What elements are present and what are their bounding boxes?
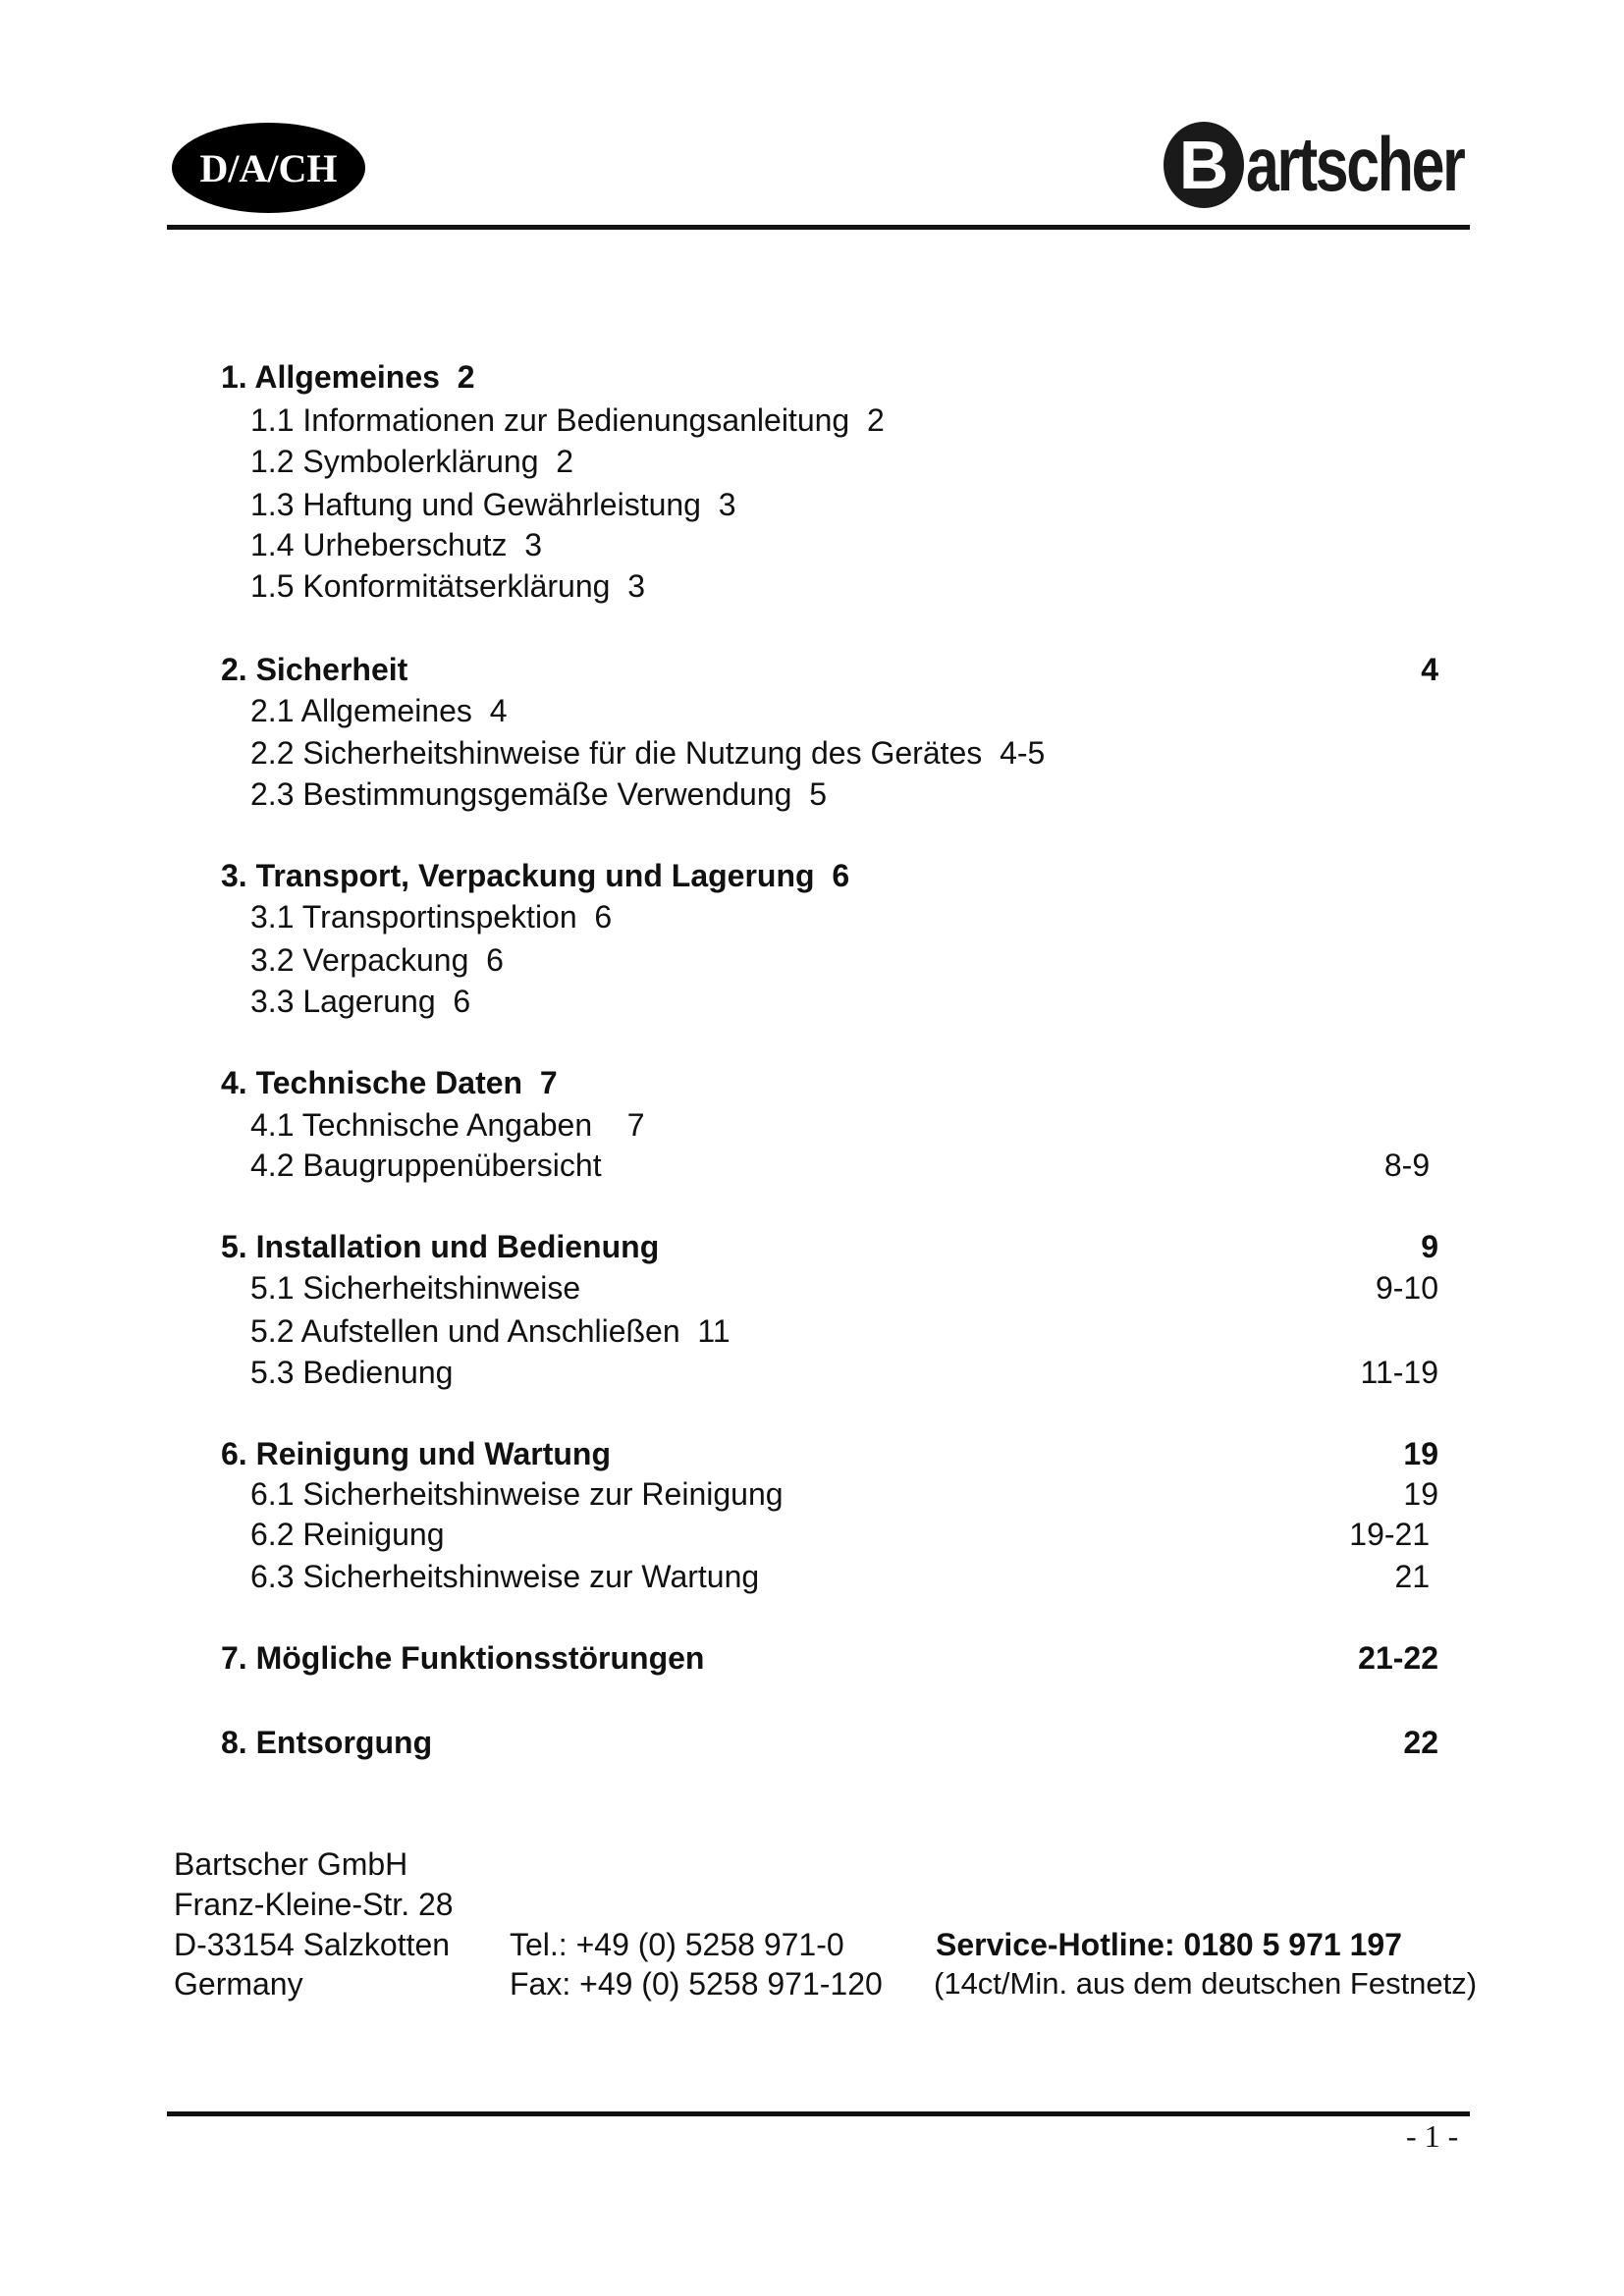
toc-subsection xyxy=(221,566,1438,606)
toc-subsection xyxy=(221,1105,1438,1145)
toc-subsection xyxy=(221,442,1438,481)
toc-section xyxy=(221,357,1438,397)
toc-entry-gap xyxy=(610,568,627,605)
toc-entry-page: 8-9 xyxy=(1383,1147,1438,1183)
toc-entry-title: 2.1 Allgemeines xyxy=(250,692,472,728)
toc-entry-page: 3 xyxy=(718,486,736,522)
toc-entry-title: 2. Sicherheit xyxy=(221,651,408,687)
toc-entry-gap xyxy=(982,735,1000,772)
service-hotline: Service-Hotline: 0180 5 971 197 xyxy=(936,1927,1402,1962)
toc-entry-title: 1. Allgemeines xyxy=(221,358,440,395)
toc-entry-page: 21-22 xyxy=(1358,1639,1438,1676)
toc-entry-gap xyxy=(472,693,490,729)
toc-entry-title: 7. Mögliche Funktionsstörungen xyxy=(221,1639,705,1676)
toc-subsection xyxy=(221,1474,1438,1514)
toc-entry-title: 6. Reinigung und Wartung xyxy=(221,1435,611,1471)
toc-entry-page: 2 xyxy=(457,358,475,395)
toc-entry-title: 4. Technische Daten xyxy=(221,1064,523,1100)
toc-subsection xyxy=(221,733,1438,773)
region-badge xyxy=(172,123,365,213)
toc-entry-gap xyxy=(849,402,867,439)
toc-entry-gap xyxy=(791,776,809,813)
toc-section xyxy=(221,856,1438,895)
toc-section xyxy=(221,650,1438,689)
toc-entry-page: 11 xyxy=(697,1312,731,1349)
toc-entry-title: 3.1 Transportinspektion xyxy=(250,898,577,934)
logo-initial: B xyxy=(1164,122,1244,208)
toc-entry-title: 1.1 Informationen zur Bedienungsanleitung xyxy=(250,401,850,438)
toc-entry-page: 3 xyxy=(524,526,543,562)
toc-entry-title: 2.2 Sicherheitshinweise für die Nutzung des Gerätes xyxy=(250,734,983,771)
header-divider xyxy=(167,225,1470,230)
toc-section xyxy=(221,1638,1438,1678)
toc-entry-gap xyxy=(815,858,833,894)
company-city: D-33154 Salzkotten xyxy=(174,1927,451,1962)
toc-entry-gap xyxy=(468,942,486,979)
toc-entry-title: 6.3 Sicherheitshinweise zur Wartung xyxy=(250,1558,760,1594)
toc-entry-gap xyxy=(680,1313,698,1350)
toc-entry-page: 2 xyxy=(556,443,574,479)
toc-section xyxy=(221,1063,1438,1102)
toc-entry-title: 8. Entsorgung xyxy=(221,1724,433,1760)
toc-entry-page: 2 xyxy=(866,401,885,438)
toc-entry-title: 4.2 Baugruppenübersicht xyxy=(250,1147,602,1183)
toc-entry-title: 1.3 Haftung und Gewährleistung xyxy=(250,486,701,522)
toc-entry-title: 5.3 Bedienung xyxy=(250,1354,454,1390)
toc-entry-page: 6 xyxy=(453,983,471,1019)
region-badge-label: D/A/CH xyxy=(199,145,338,190)
toc-entry-page: 19-21 xyxy=(1349,1516,1438,1552)
toc-entry-page: 4 xyxy=(1421,651,1438,687)
toc-entry-page: 11-19 xyxy=(1360,1354,1438,1390)
toc-subsection xyxy=(221,774,1438,814)
toc-entry-title: 6.1 Sicherheitshinweise zur Reinigung xyxy=(250,1475,784,1512)
toc-entry-title: 2.3 Bestimmungsgemäße Verwendung xyxy=(250,775,792,812)
toc-entry-gap xyxy=(440,359,458,396)
toc-entry-page: 6 xyxy=(486,941,504,978)
company-name: Bartscher GmbH xyxy=(174,1846,408,1882)
bartscher-logo xyxy=(1164,120,1525,209)
toc-subsection xyxy=(221,982,1438,1021)
toc-entry-page: 5 xyxy=(809,775,827,812)
company-street: Franz-Kleine-Str. 28 xyxy=(174,1887,454,1922)
hotline-cost-note: (14ct/Min. aus dem deutschen Festnetz) xyxy=(934,1966,1478,2001)
toc-entry-page: 7 xyxy=(539,1064,558,1100)
toc-entry-gap xyxy=(592,1107,610,1144)
toc-entry-gap xyxy=(436,984,454,1020)
toc-entry-page: 21 xyxy=(1394,1558,1438,1594)
toc-entry-title: 5.1 Sicherheitshinweise xyxy=(250,1269,581,1306)
toc-subsection xyxy=(221,897,1438,936)
toc-entry-title: 5. Installation und Bedienung xyxy=(221,1228,660,1264)
toc-subsection xyxy=(221,940,1438,980)
toc-subsection xyxy=(221,1268,1438,1308)
toc-subsection xyxy=(221,525,1438,564)
logo-wordmark: artscher xyxy=(1246,121,1464,207)
toc-subsection xyxy=(221,1557,1438,1596)
toc-entry-gap xyxy=(577,899,595,935)
toc-entry-title: 4.1 Technische Angaben xyxy=(250,1106,593,1143)
toc-entry-page: 7 xyxy=(609,1106,645,1143)
toc-entry-title: 3.3 Lagerung xyxy=(250,983,436,1019)
toc-entry-page: 4 xyxy=(489,692,508,728)
toc-subsection xyxy=(221,1353,1438,1392)
toc-entry-gap xyxy=(522,1065,540,1101)
toc-section xyxy=(221,1723,1438,1762)
toc-entry-title: 5.2 Aufstellen und Anschließen xyxy=(250,1312,680,1349)
company-telephone: Tel.: +49 (0) 5258 971-0 xyxy=(510,1927,844,1962)
page-number: - 1 - xyxy=(1406,2118,1459,2154)
toc-entry-title: 1.2 Symbolerklärung xyxy=(250,443,539,479)
toc-entry-page: 9 xyxy=(1421,1228,1438,1264)
company-fax: Fax: +49 (0) 5258 971-120 xyxy=(510,1966,883,2002)
toc-entry-page: 6 xyxy=(594,898,613,934)
toc-subsection xyxy=(221,1146,1438,1185)
toc-entry-title: 1.5 Konformitätserklärung xyxy=(250,567,611,604)
toc-subsection xyxy=(221,1311,1438,1351)
toc-section xyxy=(221,1227,1438,1266)
company-country: Germany xyxy=(174,1966,303,2002)
toc-section xyxy=(221,1434,1438,1473)
toc-entry-title: 3. Transport, Verpackung und Lagerung xyxy=(221,857,815,893)
toc-entry-gap xyxy=(701,487,719,523)
toc-entry-page: 9-10 xyxy=(1375,1269,1438,1306)
toc-entry-gap xyxy=(507,527,524,563)
toc-entry-page: 19 xyxy=(1403,1435,1438,1471)
footer-divider xyxy=(167,2111,1470,2116)
toc-subsection xyxy=(221,1515,1438,1554)
toc-entry-page: 19 xyxy=(1403,1475,1438,1512)
toc-subsection xyxy=(221,485,1438,524)
toc-entry-page: 4-5 xyxy=(1000,734,1046,771)
toc-entry-title: 3.2 Verpackung xyxy=(250,941,469,978)
toc-subsection xyxy=(221,400,1438,440)
toc-subsection xyxy=(221,691,1438,730)
toc-entry-title: 1.4 Urheberschutz xyxy=(250,526,508,562)
toc-entry-title: 6.2 Reinigung xyxy=(250,1516,445,1552)
toc-entry-page: 22 xyxy=(1403,1724,1438,1760)
toc-entry-gap xyxy=(538,444,556,480)
toc-entry-page: 3 xyxy=(627,567,645,604)
toc-entry-page: 6 xyxy=(832,857,850,893)
